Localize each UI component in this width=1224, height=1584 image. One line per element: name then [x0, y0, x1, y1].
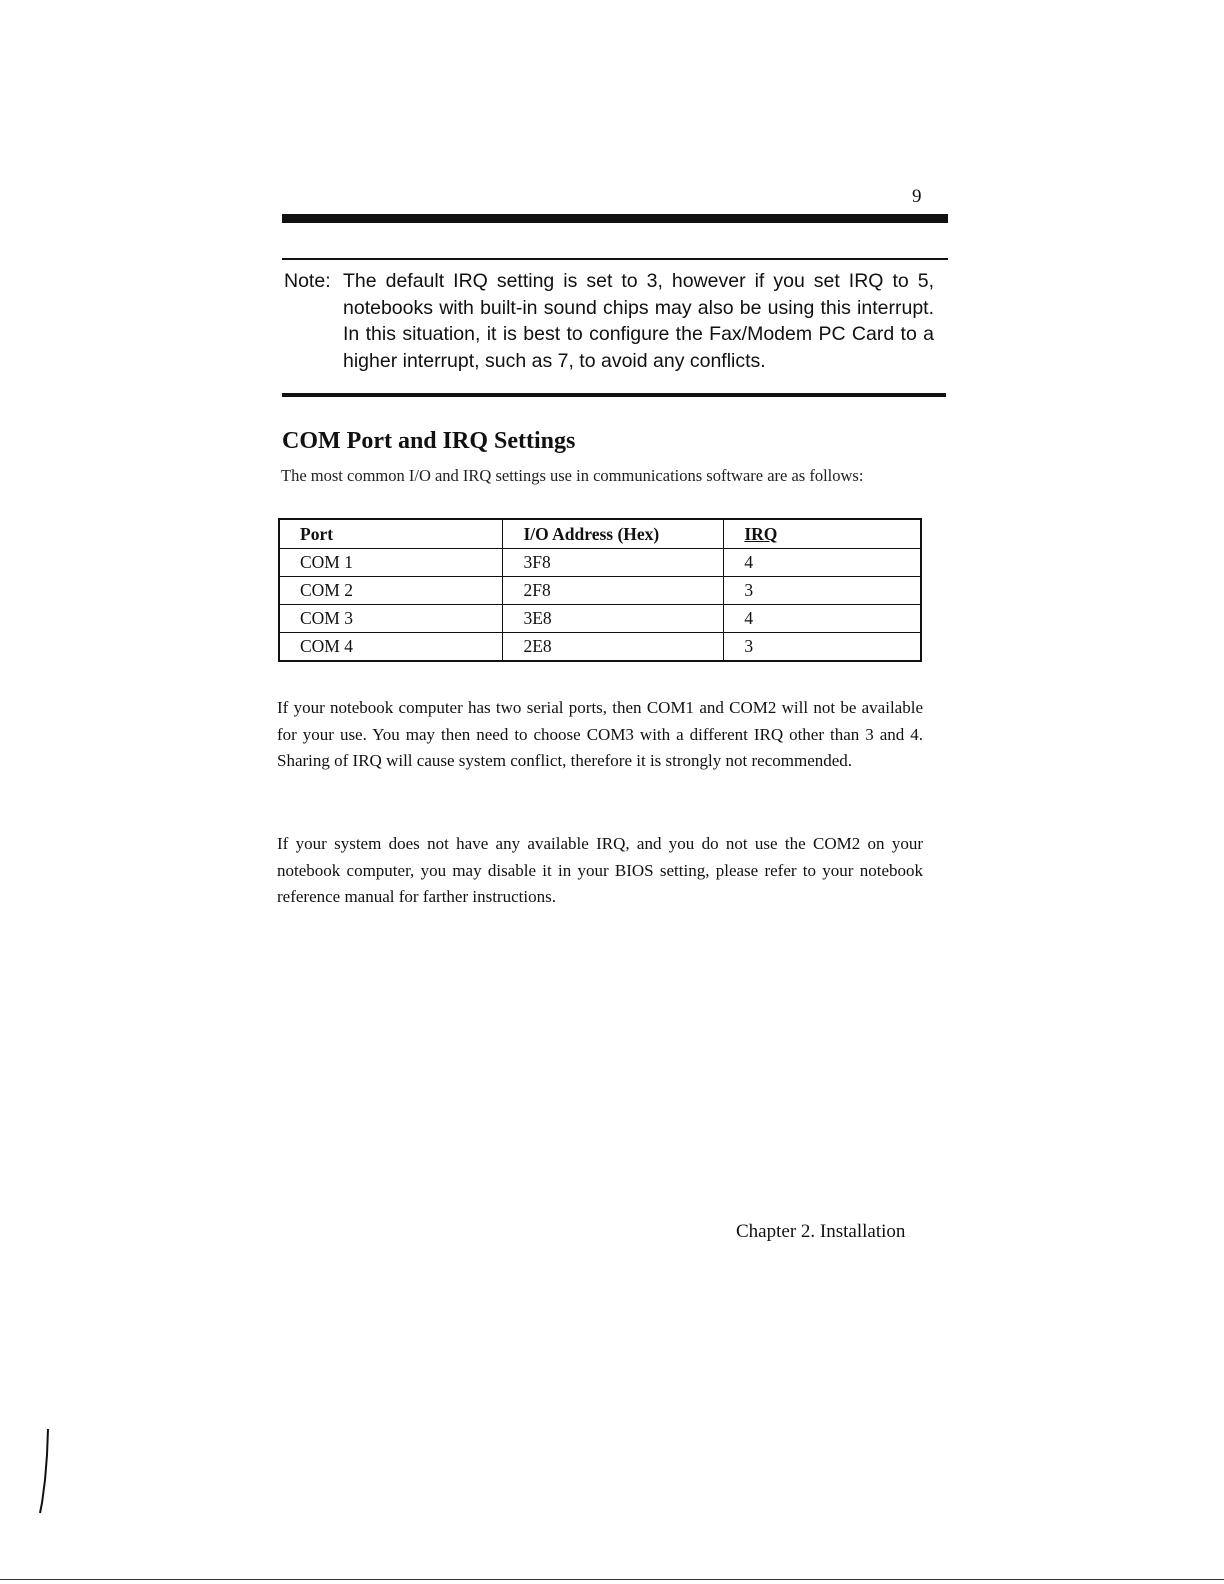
- table-header-row: [279, 519, 921, 549]
- cell-irq: 3: [724, 577, 921, 605]
- table-row: [279, 549, 921, 577]
- header-port: Port: [279, 519, 503, 549]
- cell-io-address: 3F8: [503, 549, 724, 577]
- page-number: 9: [912, 186, 922, 207]
- cell-port: COM 1: [279, 549, 503, 577]
- header-irq-label: IRQ: [744, 523, 778, 544]
- note-bottom-rule: [282, 393, 946, 397]
- note-top-rule: [282, 258, 948, 260]
- table-row: [279, 633, 921, 662]
- cell-io-address: 3E8: [503, 605, 724, 633]
- cell-irq: 4: [724, 605, 921, 633]
- table-row: [279, 577, 921, 605]
- paragraph-serial-ports: If your notebook computer has two serial ports, then COM1 and COM2 will not be available for your use. You may then need to choose COM3 with a different IRQ other than 3 and 4. Sharing of IRQ will cause system conflict, therefore it is strongly not recommended.: [277, 698, 923, 770]
- cell-io-address: 2E8: [503, 633, 724, 662]
- header-io-address: I/O Address (Hex): [503, 519, 724, 549]
- note-label: Note:: [284, 270, 331, 292]
- header-thick-rule: [282, 214, 948, 223]
- header-irq: [724, 519, 921, 549]
- com-port-table: [278, 518, 922, 662]
- cell-port: COM 3: [279, 605, 503, 633]
- note-block: [284, 268, 934, 374]
- section-intro: The most common I/O and IRQ settings use in communications software are as follows:: [281, 466, 864, 485]
- table-row: [279, 605, 921, 633]
- cell-io-address: 2F8: [503, 577, 724, 605]
- chapter-footer: Chapter 2. Installation: [736, 1221, 906, 1242]
- cell-port: COM 4: [279, 633, 503, 662]
- cell-irq: 4: [724, 549, 921, 577]
- paragraph-disable-com2: If your system does not have any available IRQ, and you do not use the COM2 on your notebook computer, you may disable it in your BIOS setting, please refer to your notebook reference manual for farther instructions.: [277, 834, 923, 906]
- section-title: COM Port and IRQ Settings: [282, 428, 576, 454]
- scan-edge-line: [0, 1579, 1224, 1580]
- cell-irq: 3: [724, 633, 921, 662]
- note-text: The default IRQ setting is set to 3, however if you set IRQ to 5, notebooks with built-in sound chips may also be using this interrupt. In this situation, it is best to configure the Fax/Modem PC Card to a higher interrupt, such as 7, to avoid any conflicts.: [343, 270, 934, 372]
- scan-artifact-mark: [36, 1425, 52, 1515]
- cell-port: COM 2: [279, 577, 503, 605]
